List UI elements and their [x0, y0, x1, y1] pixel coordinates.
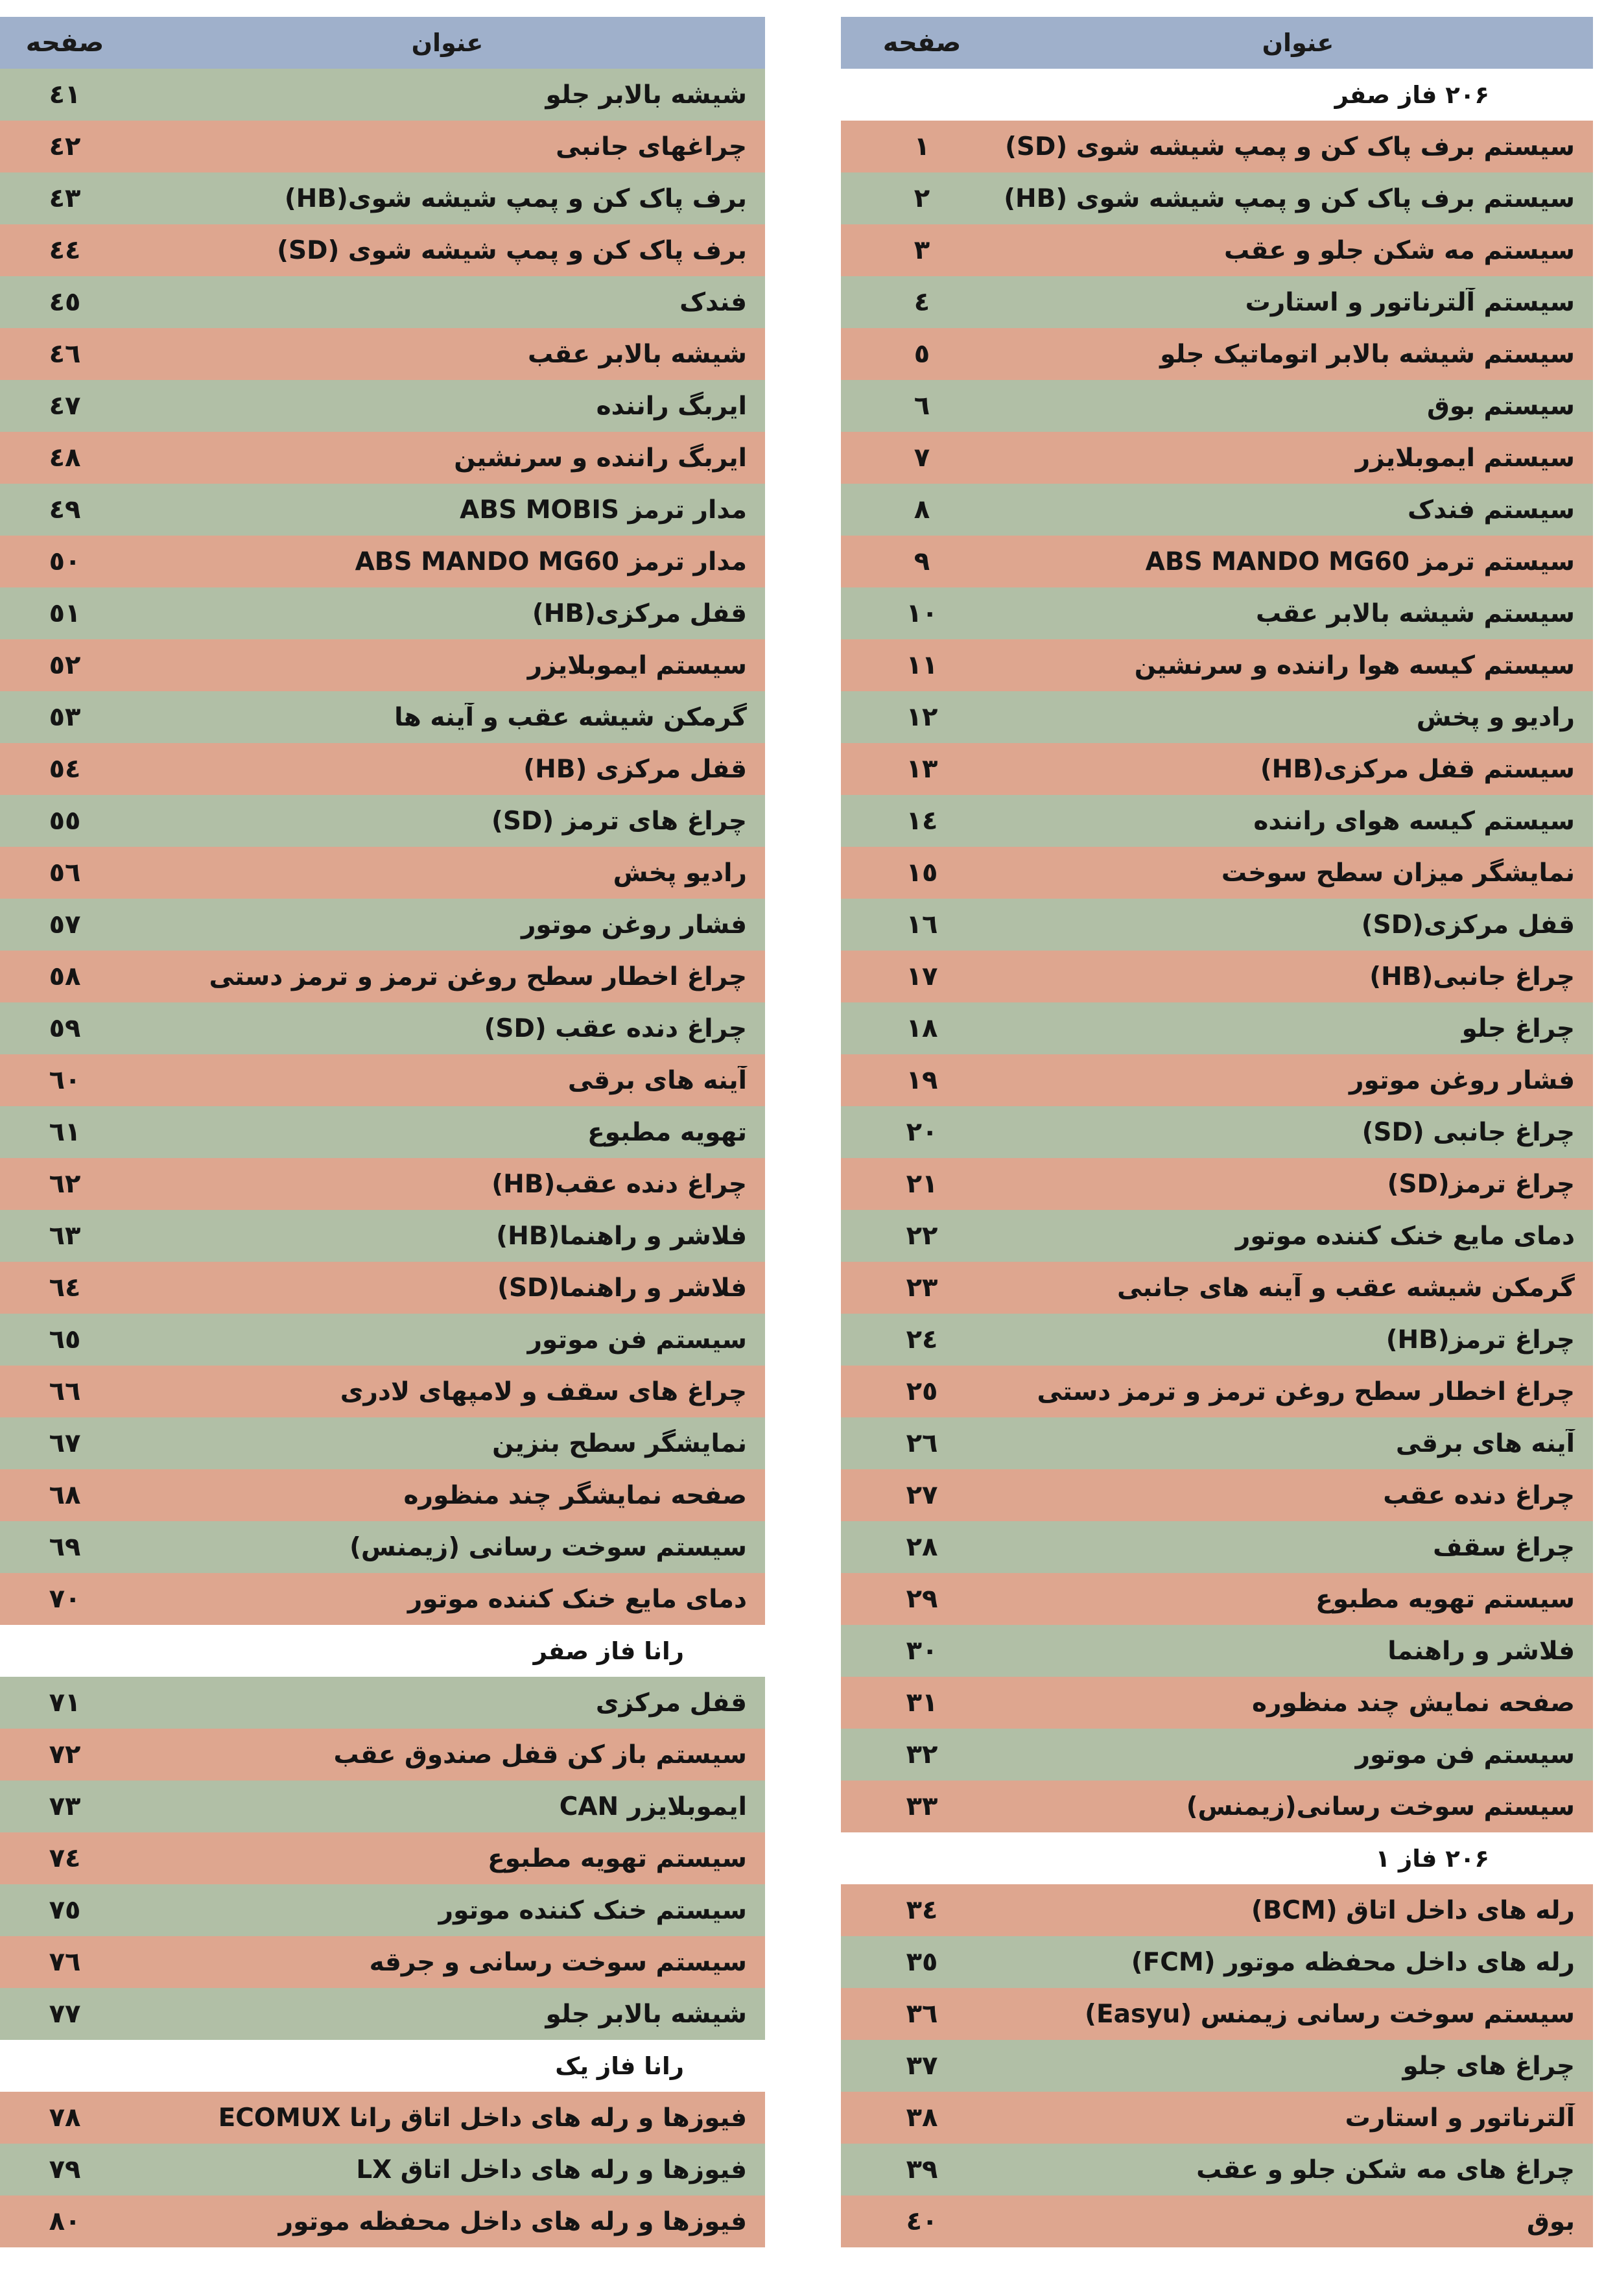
- entry-page: ٦٤: [49, 1273, 81, 1303]
- table-row: [0, 432, 765, 484]
- entry-title: سیستم تهویه مطبوع: [488, 1843, 747, 1873]
- entry-title: صفحه نمایشگر چند منظوره: [403, 1480, 747, 1510]
- table-row: [841, 1625, 1593, 1677]
- entry-title: سیستم فن موتور: [1355, 1740, 1575, 1769]
- table-row: [0, 172, 765, 224]
- entry-page: ٦۱: [49, 1117, 81, 1147]
- entry-title: سیستم قفل مرکزی(HB): [1260, 754, 1575, 784]
- table-row: [841, 1729, 1593, 1781]
- table-row: [841, 1988, 1593, 2040]
- table-row: [0, 1677, 765, 1729]
- entry-title: رادیو و پخش: [1416, 702, 1575, 732]
- entry-title: سیستم ایموبلایزر: [527, 650, 747, 680]
- table-row: [841, 1936, 1593, 1988]
- table-row: [841, 172, 1593, 224]
- entry-title: سیستم سوخت رسانی(زیمنس): [1186, 1792, 1575, 1821]
- entry-title: فیوزها و رله های داخل محفظه موتور: [278, 2207, 747, 2236]
- entry-title: قفل مرکزی(HB): [532, 598, 747, 628]
- entry-title: چراغ اخطار سطح روغن ترمز و ترمز دستی: [209, 962, 747, 991]
- entry-title: قفل مرکزی: [595, 1688, 747, 1718]
- section-title: رانا فاز صفر: [533, 1637, 684, 1665]
- entry-title: سیستم شیشه بالابر عقب: [1255, 598, 1575, 628]
- entry-title: چراغهای جانبی: [556, 132, 747, 161]
- entry-page: ٦٥: [49, 1325, 81, 1355]
- entry-title: ایربگ راننده: [596, 391, 747, 421]
- entry-page: ٥: [914, 339, 930, 369]
- entry-page: ۲۷: [906, 1480, 938, 1510]
- table-row: [841, 1106, 1593, 1158]
- entry-page: ۲۳: [906, 1273, 938, 1303]
- entry-page: ٥۹: [49, 1013, 81, 1043]
- entry-page: ۱۷: [906, 962, 938, 991]
- entry-title: چراغ های سقف و لامپهای لادری: [340, 1377, 747, 1406]
- entry-page: ۳۱: [906, 1688, 938, 1718]
- entry-title: سیستم فندک: [1408, 495, 1575, 525]
- table-row: [0, 1210, 765, 1262]
- table-header: [841, 17, 1593, 69]
- table-row: [0, 847, 765, 899]
- table-row: [0, 69, 765, 121]
- entry-title: فلاشر و راهنما: [1387, 1636, 1575, 1666]
- table-row: [0, 2092, 765, 2144]
- entry-page: ٥۷: [49, 910, 81, 940]
- table-row: [841, 224, 1593, 276]
- entry-page: ٦۷: [49, 1428, 81, 1458]
- entry-page: ۹: [914, 547, 930, 576]
- table-row: [841, 847, 1593, 899]
- entry-page: ٤۳: [49, 183, 81, 213]
- toc-column-right: [841, 17, 1593, 2247]
- table-row: [841, 1521, 1593, 1573]
- entry-page: ۳۷: [906, 2051, 938, 2081]
- entry-page: ۲۹: [906, 1584, 938, 1614]
- entry-title: چراغ های جلو: [1402, 2051, 1575, 2081]
- table-row: [841, 328, 1593, 380]
- entry-page: ۸۰: [49, 2207, 81, 2236]
- entry-page: ۷۳: [49, 1792, 81, 1821]
- entry-title: سیستم کیسه هوای راننده: [1253, 806, 1575, 836]
- entry-page: ۱۱: [906, 650, 938, 680]
- entry-page: ۷٦: [49, 1947, 81, 1977]
- entry-title: سیستم خنک کننده موتور: [438, 1895, 747, 1925]
- table-row: [841, 639, 1593, 691]
- table-row: [0, 276, 765, 328]
- entry-title: سیستم باز کن قفل صندوق عقب: [333, 1740, 747, 1769]
- entry-title: برف پاک کن و پمپ شیشه شوی(HB): [284, 183, 747, 213]
- entry-page: ٥۰: [49, 547, 81, 576]
- table-row: [841, 795, 1593, 847]
- entry-page: ۱٥: [906, 858, 938, 888]
- entry-page: ۳: [914, 235, 930, 265]
- entry-title: ایموبلایزر CAN: [559, 1792, 747, 1821]
- entry-title: مدار ترمز ABS MANDO MG60: [355, 547, 747, 576]
- entry-page: ۲٦: [906, 1428, 938, 1458]
- entry-page: ٤۹: [49, 495, 81, 525]
- entry-title: سیستم شیشه بالابر اتوماتیک جلو: [1160, 339, 1575, 369]
- table-row: [0, 380, 765, 432]
- entry-page: ٥٦: [49, 858, 81, 888]
- entry-page: ٥۳: [49, 702, 81, 732]
- table-row: [841, 1469, 1593, 1521]
- entry-page: ٦۰: [49, 1065, 81, 1095]
- entry-page: ۷۲: [49, 1740, 81, 1769]
- section-heading: [0, 2040, 765, 2092]
- entry-title: تهویه مطبوع: [587, 1117, 747, 1147]
- entry-title: شیشه بالابر عقب: [528, 339, 747, 369]
- entry-title: چراغ جانبی (SD): [1362, 1117, 1575, 1147]
- entry-title: فلاشر و راهنما(HB): [496, 1221, 747, 1251]
- entry-title: رله های داخل محفظه موتور (FCM): [1131, 1947, 1575, 1977]
- entry-title: قفل مرکزی(SD): [1361, 910, 1575, 940]
- entry-page: ۳۸: [906, 2103, 938, 2133]
- entry-page: ۳۰: [906, 1636, 938, 1666]
- entry-title: چراغ جانبی(HB): [1369, 962, 1575, 991]
- entry-title: سیستم تهویه مطبوع: [1315, 1584, 1575, 1614]
- entry-page: ۲۸: [906, 1532, 938, 1562]
- entry-title: دمای مایع خنک کننده موتور: [1235, 1221, 1575, 1251]
- entry-title: سیستم مه شکن جلو و عقب: [1224, 235, 1575, 265]
- table-row: [0, 1729, 765, 1781]
- table-row: [0, 1521, 765, 1573]
- header-title: عنوان: [411, 29, 484, 57]
- entry-title: چراغ های ترمز (SD): [491, 806, 747, 836]
- entry-page: ٦: [914, 391, 930, 421]
- entry-title: مدار ترمز ABS MOBIS: [460, 495, 747, 525]
- entry-page: ۲۲: [906, 1221, 938, 1251]
- entry-title: سیستم فن موتور: [527, 1325, 747, 1355]
- section-heading: [841, 1832, 1593, 1884]
- entry-page: ۲۱: [906, 1169, 938, 1199]
- entry-title: سیستم سوخت رسانی (زیمنس): [349, 1532, 747, 1562]
- entry-page: ٦۳: [49, 1221, 81, 1251]
- entry-title: چراغ دنده عقب (SD): [484, 1013, 747, 1043]
- entry-title: چراغ سقف: [1433, 1532, 1575, 1562]
- entry-title: آینه های برقی: [567, 1065, 747, 1095]
- entry-title: ایربگ راننده و سرنشین: [454, 443, 747, 473]
- table-row: [0, 2195, 765, 2247]
- entry-page: ۳٥: [906, 1947, 938, 1977]
- entry-title: فشار روغن موتور: [521, 910, 747, 940]
- entry-title: سیستم برف پاک کن و پمپ شیشه شوی (HB): [1004, 183, 1575, 213]
- table-row: [0, 639, 765, 691]
- table-row: [0, 1158, 765, 1210]
- entry-title: سیستم ترمز ABS MANDO MG60: [1145, 547, 1575, 576]
- table-row: [0, 1469, 765, 1521]
- entry-page: ٤٦: [49, 339, 81, 369]
- table-row: [841, 536, 1593, 587]
- entry-title: چراغ دنده عقب(HB): [491, 1169, 747, 1199]
- entry-page: ۸: [914, 495, 930, 525]
- table-row: [841, 1781, 1593, 1832]
- table-row: [841, 1573, 1593, 1625]
- table-row: [0, 795, 765, 847]
- header-title: عنوان: [1262, 29, 1334, 57]
- table-row: [841, 1210, 1593, 1262]
- table-row: [0, 1054, 765, 1106]
- entry-page: ۷٤: [49, 1843, 81, 1873]
- entry-title: گرمکن شیشه عقب و آینه های جانبی: [1117, 1273, 1575, 1303]
- entry-title: سیستم سوخت رسانی و جرقه: [369, 1947, 747, 1977]
- entry-page: ٤۲: [49, 132, 81, 161]
- entry-title: نمایشگر سطح بنزین: [492, 1428, 747, 1458]
- table-row: [841, 1314, 1593, 1366]
- table-row: [841, 432, 1593, 484]
- entry-title: شیشه بالابر جلو: [545, 80, 747, 110]
- table-row: [841, 1262, 1593, 1314]
- table-row: [841, 2092, 1593, 2144]
- entry-page: ٤۷: [49, 391, 81, 421]
- entry-page: ۱۹: [906, 1065, 938, 1095]
- entry-title: چراغ ترمز(SD): [1387, 1169, 1575, 1199]
- table-row: [0, 1988, 765, 2040]
- table-row: [0, 1884, 765, 1936]
- entry-title: چراغ جلو: [1461, 1013, 1575, 1043]
- entry-page: ٤٥: [49, 287, 81, 317]
- entry-title: سیستم سوخت رسانی زیمنس (Easyu): [1085, 1999, 1575, 2029]
- table-row: [0, 1832, 765, 1884]
- entry-title: چراغ ترمز(HB): [1386, 1325, 1575, 1355]
- table-row: [0, 1573, 765, 1625]
- entry-title: بوق: [1527, 2207, 1575, 2236]
- entry-page: ۱۰: [906, 598, 938, 628]
- header-page: صفحه: [25, 28, 104, 58]
- entry-title: آینه های برقی: [1395, 1428, 1575, 1458]
- entry-title: چراغ اخطار سطح روغن ترمز و ترمز دستی: [1037, 1377, 1575, 1406]
- entry-page: ۷۱: [49, 1688, 81, 1718]
- entry-page: ۳٦: [906, 1999, 938, 2029]
- table-row: [841, 1417, 1593, 1469]
- table-row: [841, 380, 1593, 432]
- entry-page: ٤۱: [49, 80, 81, 110]
- table-row: [0, 587, 765, 639]
- entry-title: سیستم بوق: [1426, 391, 1575, 421]
- entry-title: شیشه بالابر جلو: [545, 1999, 747, 2029]
- table-row: [841, 484, 1593, 536]
- table-row: [0, 2144, 765, 2195]
- entry-page: ۳٤: [906, 1895, 938, 1925]
- table-row: [841, 1677, 1593, 1729]
- entry-page: ٦۹: [49, 1532, 81, 1562]
- table-row: [0, 691, 765, 743]
- entry-page: ٤٤: [49, 235, 81, 265]
- table-row: [0, 1366, 765, 1417]
- entry-page: ٥۸: [49, 962, 81, 991]
- entry-title: دمای مایع خنک کننده موتور: [407, 1584, 747, 1614]
- section-title: ۲۰۶ فاز ۱: [1375, 1844, 1489, 1873]
- entry-page: ۲٥: [906, 1377, 938, 1406]
- entry-page: ۷: [914, 443, 930, 473]
- entry-page: ٦۸: [49, 1480, 81, 1510]
- table-row: [841, 1158, 1593, 1210]
- table-row: [841, 2195, 1593, 2247]
- entry-page: ۱۸: [906, 1013, 938, 1043]
- table-row: [841, 2040, 1593, 2092]
- entry-page: ۱: [914, 132, 930, 161]
- entry-title: آلترناتور و استارت: [1345, 2103, 1575, 2133]
- table-row: [0, 328, 765, 380]
- entry-page: ۳۹: [906, 2155, 938, 2184]
- section-heading: [0, 1625, 765, 1677]
- table-row: [0, 121, 765, 172]
- table-row: [841, 1054, 1593, 1106]
- table-row: [0, 899, 765, 951]
- entry-title: فندک: [679, 287, 747, 317]
- entry-page: ٤۸: [49, 443, 81, 473]
- table-row: [0, 536, 765, 587]
- table-row: [841, 1884, 1593, 1936]
- entry-title: سیستم آلترناتور و استارت: [1245, 287, 1575, 317]
- entry-page: ۲: [914, 183, 930, 213]
- entry-page: ۷۷: [49, 1999, 81, 2029]
- table-row: [0, 743, 765, 795]
- table-row: [0, 1002, 765, 1054]
- entry-title: گرمکن شیشه عقب و آینه ها: [394, 702, 747, 732]
- entry-page: ۳۳: [906, 1792, 938, 1821]
- header-page: صفحه: [882, 28, 961, 58]
- entry-page: ۲۰: [906, 1117, 938, 1147]
- entry-title: سیستم ایموبلایزر: [1355, 443, 1575, 473]
- table-row: [0, 1314, 765, 1366]
- toc-column-left: [0, 17, 765, 2247]
- entry-page: ٦٦: [49, 1377, 81, 1406]
- table-header: [0, 17, 765, 69]
- entry-page: ۲٤: [906, 1325, 938, 1355]
- section-heading: [841, 69, 1593, 121]
- table-row: [841, 691, 1593, 743]
- entry-title: قفل مرکزی (HB): [523, 754, 747, 784]
- table-row: [0, 1106, 765, 1158]
- entry-title: رله های داخل اتاق (BCM): [1251, 1895, 1575, 1925]
- entry-title: فیوزها و رله های داخل اتاق رانا ECOMUX: [218, 2103, 747, 2133]
- entry-page: ٦۲: [49, 1169, 81, 1199]
- entry-page: ۱٤: [906, 806, 938, 836]
- entry-page: ٥۱: [49, 598, 81, 628]
- table-row: [841, 2144, 1593, 2195]
- table-row: [841, 899, 1593, 951]
- table-row: [0, 1781, 765, 1832]
- entry-page: ۷۹: [49, 2155, 81, 2184]
- entry-title: برف پاک کن و پمپ شیشه شوی (SD): [277, 235, 747, 265]
- section-title: ۲۰۶ فاز صفر: [1334, 80, 1489, 109]
- entry-page: ٤۰: [906, 2207, 938, 2236]
- table-row: [0, 1417, 765, 1469]
- entry-page: ۷٥: [49, 1895, 81, 1925]
- table-row: [0, 1262, 765, 1314]
- table-row: [841, 951, 1593, 1002]
- entry-page: ۷۰: [49, 1584, 81, 1614]
- section-title: رانا فاز یک: [555, 2052, 684, 2080]
- entry-page: ٥۲: [49, 650, 81, 680]
- entry-page: ۱۲: [906, 702, 938, 732]
- table-row: [841, 743, 1593, 795]
- entry-page: ۱٦: [906, 910, 938, 940]
- entry-title: صفحه نمایش چند منظوره: [1252, 1688, 1575, 1718]
- table-row: [0, 951, 765, 1002]
- entry-page: ۳۲: [906, 1740, 938, 1769]
- entry-page: ٥٤: [49, 754, 81, 784]
- entry-page: ۱۳: [906, 754, 938, 784]
- entry-title: فلاشر و راهنما(SD): [497, 1273, 747, 1303]
- entry-title: چراغ های مه شکن جلو و عقب: [1196, 2155, 1575, 2184]
- table-row: [0, 484, 765, 536]
- entry-title: چراغ دنده عقب: [1383, 1480, 1575, 1510]
- table-row: [841, 1002, 1593, 1054]
- entry-page: ۷۸: [49, 2103, 81, 2133]
- entry-title: سیستم کیسه هوا راننده و سرنشین: [1134, 650, 1575, 680]
- entry-title: نمایشگر میزان سطح سوخت: [1221, 858, 1575, 888]
- table-row: [841, 276, 1593, 328]
- table-row: [0, 224, 765, 276]
- table-row: [841, 587, 1593, 639]
- table-row: [841, 121, 1593, 172]
- entry-title: سیستم برف پاک کن و پمپ شیشه شوی (SD): [1005, 132, 1575, 161]
- entry-page: ٤: [914, 287, 930, 317]
- entry-title: رادیو پخش: [613, 858, 747, 888]
- entry-title: فیوزها و رله های داخل اتاق LX: [356, 2155, 747, 2184]
- table-row: [0, 1936, 765, 1988]
- entry-title: فشار روغن موتور: [1349, 1065, 1575, 1095]
- entry-page: ٥٥: [49, 806, 81, 836]
- table-row: [841, 1366, 1593, 1417]
